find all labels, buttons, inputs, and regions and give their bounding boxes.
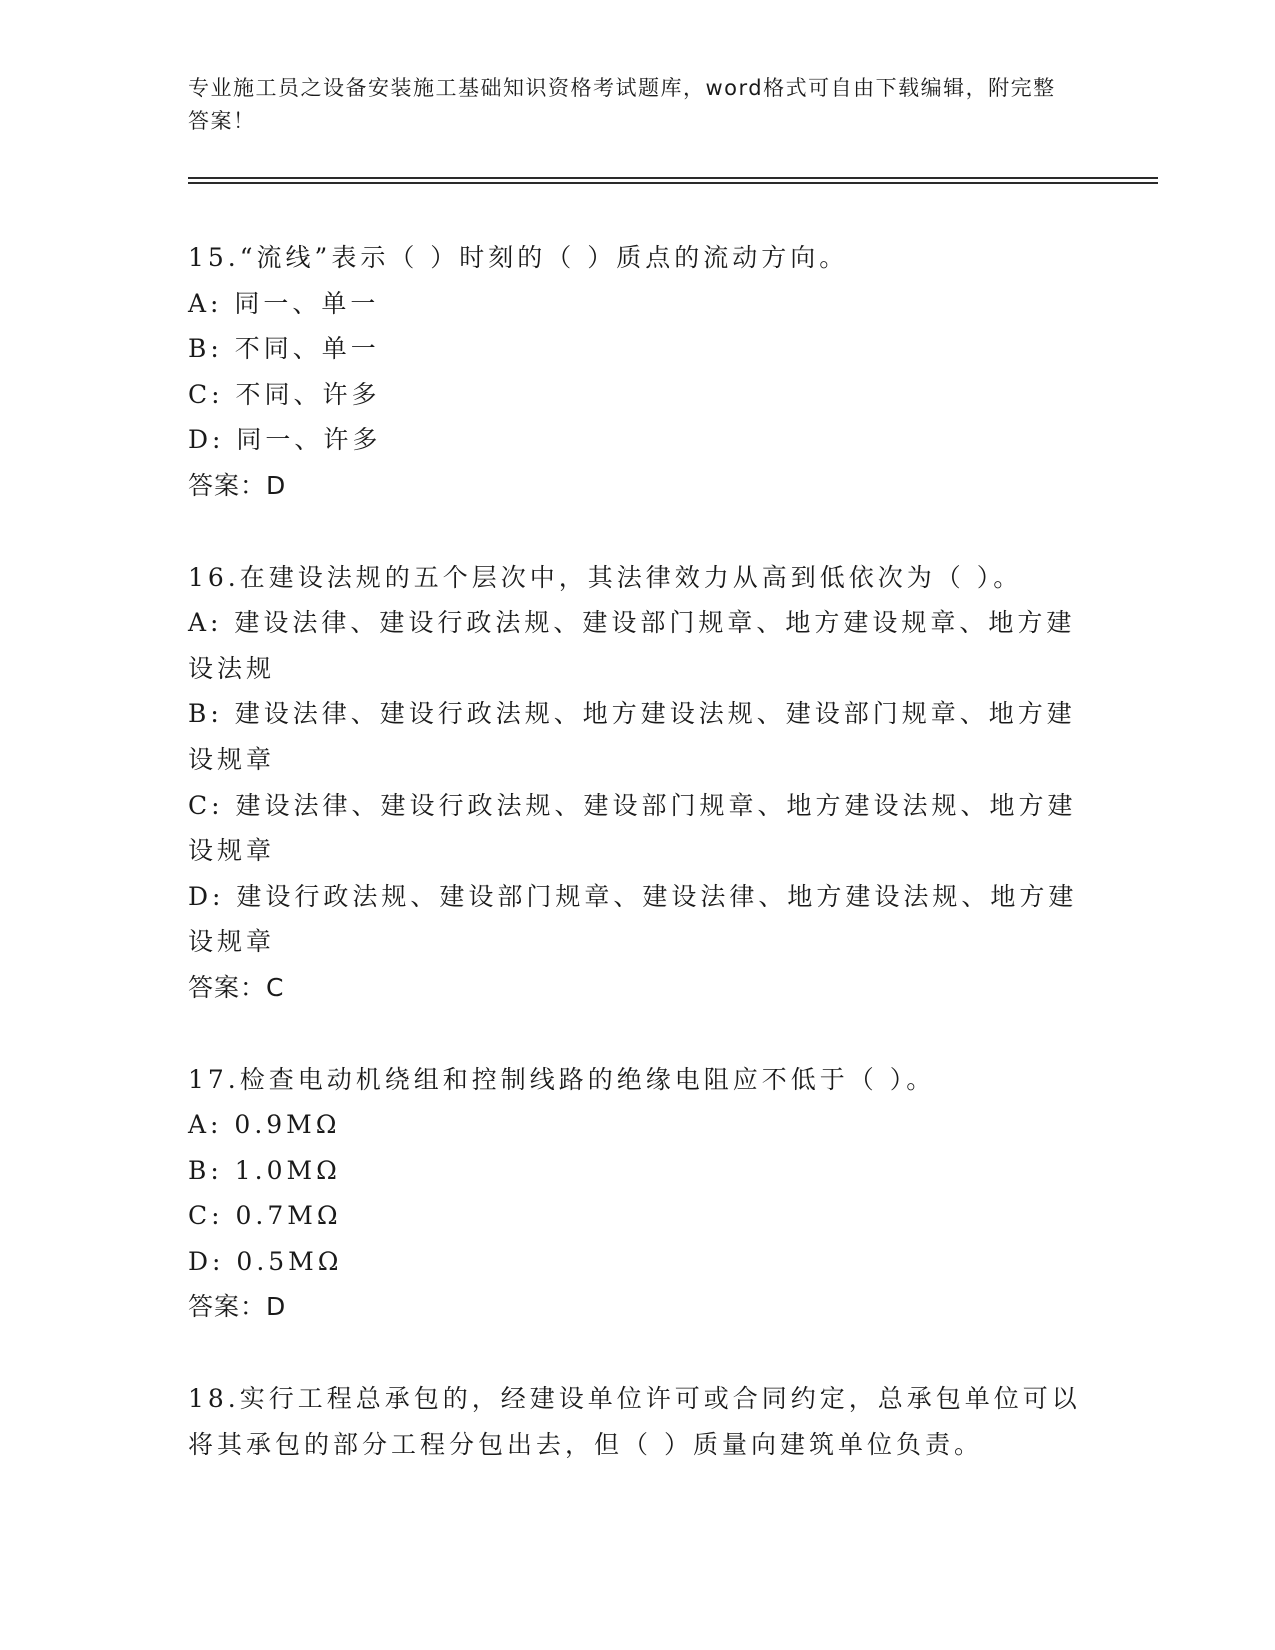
answer: 答案：D: [188, 470, 287, 500]
option-b: B: 建设法律、建设行政法规、地方建设法规、建设部门规章、地方建设规章: [188, 699, 1076, 774]
question-17: [188, 1057, 1088, 1331]
option-b: B: 不同、单一: [188, 334, 380, 364]
option-b: B: 1.0MΩ: [188, 1155, 341, 1185]
question-18: [188, 1376, 1088, 1467]
question-stem: 18.实行工程总承包的，经建设单位许可或合同约定，总承包单位可以将其承包的部分工程分包出去，但（ ）质量向建筑单位负责。: [188, 1384, 1081, 1459]
question-stem: 16.在建设法规的五个层次中，其法律效力从高到低依次为（ ）。: [188, 562, 1023, 592]
option-a: A: 0.9MΩ: [188, 1110, 341, 1140]
question-16: [188, 555, 1088, 1011]
answer: 答案：D: [188, 1292, 287, 1322]
option-c: C: 建设法律、建设行政法规、建设部门规章、地方建设法规、地方建设规章: [188, 790, 1077, 866]
option-a: A: 建设法律、建设行政法规、建设部门规章、地方建设规章、地方建设法规: [188, 608, 1076, 683]
option-c: C: 0.7MΩ: [188, 1201, 342, 1231]
option-d: D: 同一、许多: [188, 425, 382, 455]
option-d: D: 0.5MΩ: [188, 1246, 343, 1276]
header-divider-bottom: [188, 182, 1158, 184]
question-list: [188, 235, 1088, 1513]
option-c: C: 不同、许多: [188, 379, 381, 409]
header-divider-top: [188, 177, 1158, 179]
option-d: D: 建设行政法规、建设部门规章、建设法律、地方建设法规、地方建设规章: [188, 881, 1078, 957]
question-15: [188, 235, 1088, 509]
document-header: 专业施工员之设备安装施工基础知识资格考试题库，word格式可自由下载编辑，附完整答案！: [188, 76, 1056, 133]
question-stem: 15.“流线”表示（ ）时刻的（ ）质点的流动方向。: [188, 243, 849, 272]
question-stem: 17.检查电动机绕组和控制线路的绝缘电阻应不低于（ ）。: [188, 1064, 936, 1094]
option-a: A: 同一、单一: [188, 288, 380, 318]
answer: 答案：C: [188, 972, 285, 1002]
